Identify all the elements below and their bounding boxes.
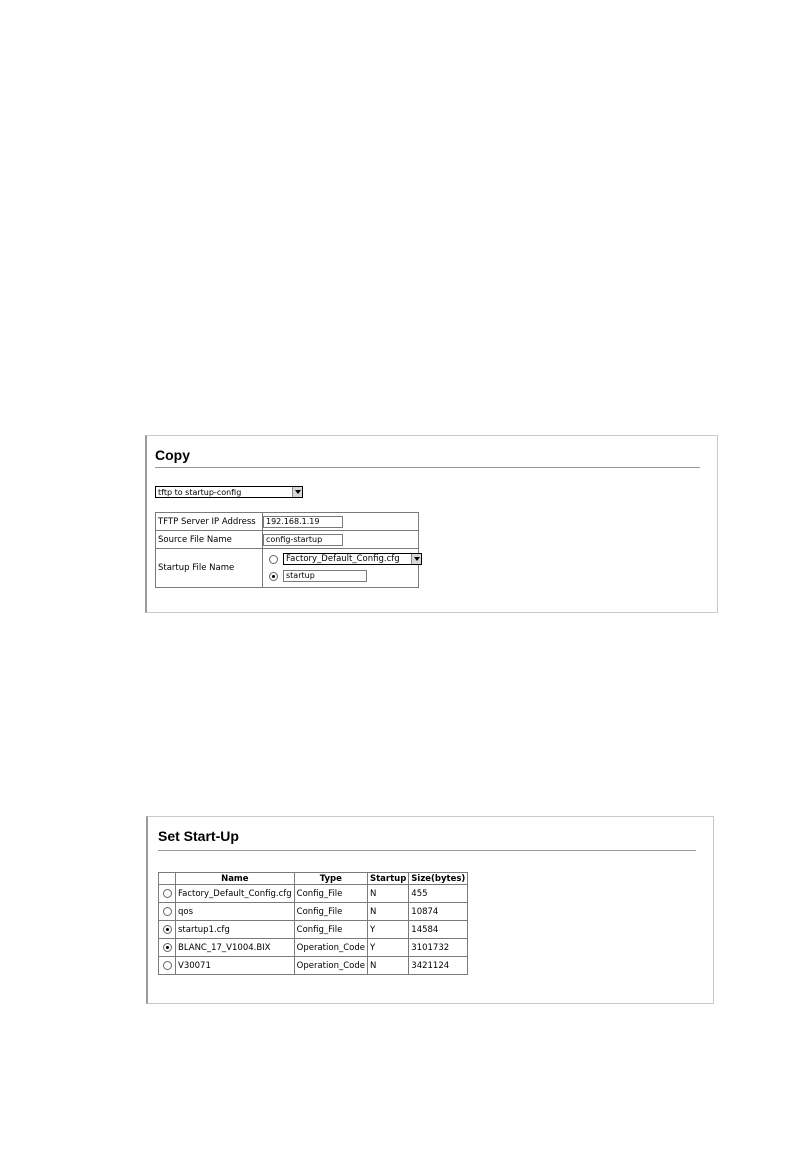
table-row — [159, 921, 468, 939]
file-name: startup1.cfg — [176, 921, 295, 939]
file-size: 3421124 — [409, 957, 468, 975]
row-select-radio[interactable] — [163, 907, 172, 916]
source-file-cell — [263, 531, 419, 549]
file-type: Config_File — [294, 921, 367, 939]
column-header-type: Type — [294, 873, 367, 885]
column-header-name: Name — [176, 873, 295, 885]
copy-title-rule — [155, 467, 700, 468]
file-name: qos — [176, 903, 295, 921]
table-row — [159, 903, 468, 921]
file-type: Operation_Code — [294, 939, 367, 957]
table-row — [159, 885, 468, 903]
column-header-startup: Startup — [367, 873, 408, 885]
file-size: 3101732 — [409, 939, 468, 957]
setstartup-title: Set Start-Up — [158, 828, 239, 844]
file-name: V30071 — [176, 957, 295, 975]
row-select-cell — [159, 921, 176, 939]
tftp-server-input[interactable]: 192.168.1.19 — [263, 516, 343, 528]
chevron-down-icon[interactable] — [411, 554, 421, 564]
startup-file-select-radio[interactable] — [269, 555, 278, 564]
file-startup: N — [367, 957, 408, 975]
file-startup: N — [367, 885, 408, 903]
file-size: 10874 — [409, 903, 468, 921]
tftp-server-label: TFTP Server IP Address — [156, 513, 263, 531]
table-row — [159, 939, 468, 957]
source-file-input[interactable]: config-startup — [263, 534, 343, 546]
startup-file-select-value: Factory_Default_Config.cfg — [286, 554, 400, 564]
file-size: 455 — [409, 885, 468, 903]
file-startup: Y — [367, 921, 408, 939]
startup-file-input-radio[interactable] — [269, 572, 278, 581]
row-select-cell — [159, 885, 176, 903]
startup-file-label: Startup File Name — [156, 549, 263, 588]
row-select-cell — [159, 957, 176, 975]
file-startup: Y — [367, 939, 408, 957]
row-select-radio[interactable] — [163, 889, 172, 898]
file-name: BLANC_17_V1004.BIX — [176, 939, 295, 957]
copy-mode-select[interactable] — [155, 486, 303, 498]
chevron-down-icon[interactable] — [292, 487, 302, 497]
tftp-server-cell — [263, 513, 419, 531]
select-column-header — [159, 873, 176, 885]
table-header-row — [159, 873, 468, 885]
startup-file-table — [158, 872, 468, 975]
row-select-radio[interactable] — [163, 925, 172, 934]
copy-mode-select-value: tftp to startup-config — [158, 488, 242, 497]
copy-form-table — [155, 512, 419, 588]
row-select-radio[interactable] — [163, 943, 172, 952]
startup-file-row — [156, 549, 419, 588]
row-select-cell — [159, 903, 176, 921]
row-select-radio[interactable] — [163, 961, 172, 970]
source-file-label: Source File Name — [156, 531, 263, 549]
setstartup-title-rule — [158, 850, 696, 851]
tftp-server-row — [156, 513, 419, 531]
file-type: Operation_Code — [294, 957, 367, 975]
setstartup-panel — [146, 816, 714, 1004]
startup-file-cell — [263, 549, 419, 588]
startup-file-input[interactable]: startup — [283, 570, 367, 582]
file-size: 14584 — [409, 921, 468, 939]
copy-title: Copy — [155, 447, 190, 463]
copy-panel — [145, 435, 718, 613]
source-file-row — [156, 531, 419, 549]
table-row — [159, 957, 468, 975]
startup-file-select[interactable] — [283, 553, 422, 565]
file-name: Factory_Default_Config.cfg — [176, 885, 295, 903]
row-select-cell — [159, 939, 176, 957]
file-startup: N — [367, 903, 408, 921]
column-header-size: Size(bytes) — [409, 873, 468, 885]
file-type: Config_File — [294, 903, 367, 921]
file-type: Config_File — [294, 885, 367, 903]
